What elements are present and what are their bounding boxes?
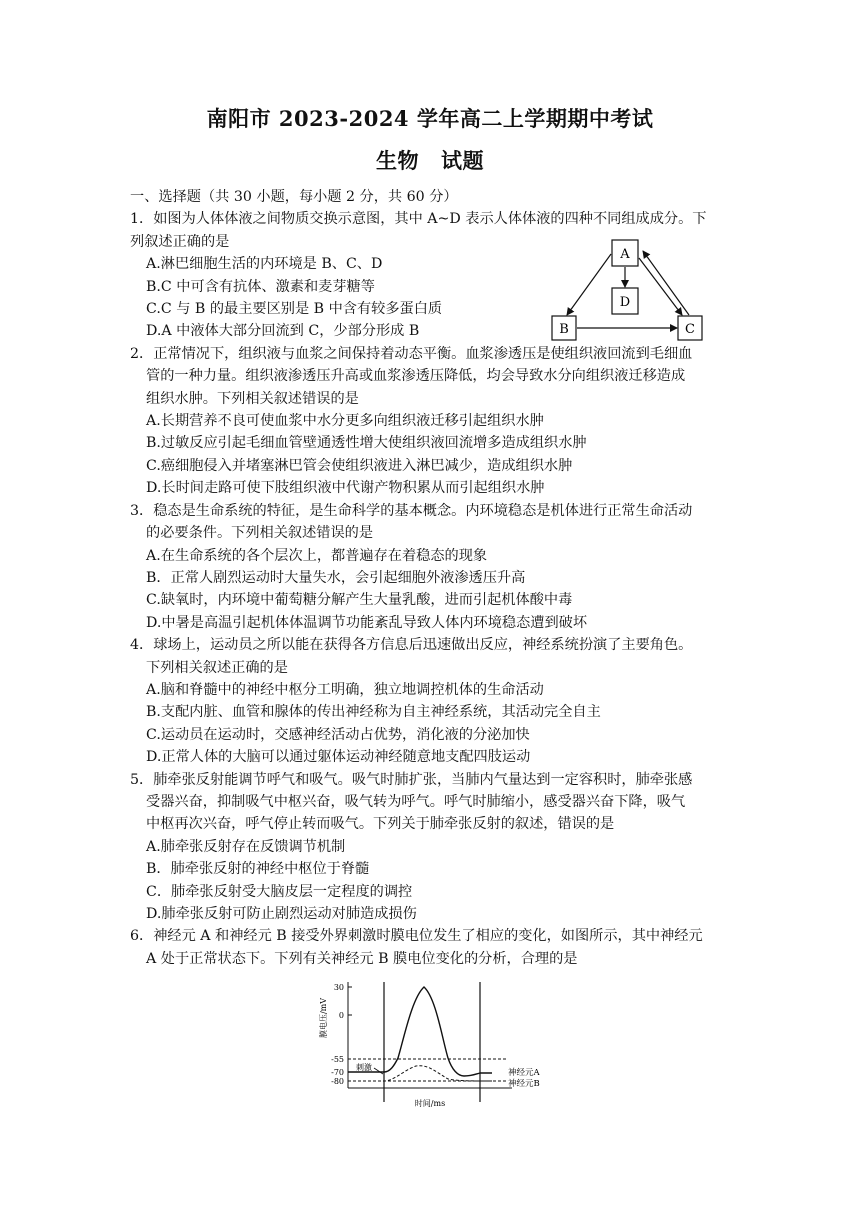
node-a-label: A xyxy=(620,247,630,262)
question-4-stem-line-2: 下列相关叙述正确的是 xyxy=(146,659,288,676)
body-fluid-diagram xyxy=(548,236,708,346)
ytick-minus-70: -70 xyxy=(331,1068,344,1077)
question-2-option-d: D.长时间走路可使下肢组织液中代谢产物积累从而引起组织水肿 xyxy=(146,480,545,497)
section-heading: 一、选择题（共 30 小题，每小题 2 分，共 60 分） xyxy=(130,189,458,205)
question-3-option-c: C.缺氧时，内环境中葡萄糖分解产生大量乳酸，进而引起机体酸中毒 xyxy=(146,592,573,609)
ytick-30: 30 xyxy=(333,983,344,992)
question-4-option-b: B.支配内脏、血管和腺体的传出神经称为自主神经系统，其活动完全自主 xyxy=(146,704,601,721)
graph-y-axis-label: 膜电压/mV xyxy=(319,997,328,1039)
ytick-minus-55: -55 xyxy=(331,1055,344,1064)
question-2-option-b: B.过敏反应引起毛细血管壁通透性增大使组织液回流增多造成组织水肿 xyxy=(146,435,587,452)
arrow-a-to-c xyxy=(639,258,682,315)
node-c-label: C xyxy=(685,322,695,337)
question-1-stem-line-1: 1．如图为人体体液之间物质交换示意图，其中 A~D 表示人体体液的四种不同组成成分。下 xyxy=(130,211,707,228)
question-5-option-b: B．肺牵张反射的神经中枢位于脊髓 xyxy=(146,861,370,878)
question-4-option-c: C.运动员在运动时，交感神经活动占优势，消化液的分泌加快 xyxy=(146,726,530,743)
question-1-option-a: A.淋巴细胞生活的内环境是 B、C、D xyxy=(146,256,383,273)
question-2-stem-line-3: 组织水肿。下列相关叙述错误的是 xyxy=(146,390,359,407)
question-3-option-d: D.中暑是高温引起机体体温调节功能紊乱导致人体内环境稳态遭到破坏 xyxy=(146,614,588,631)
graph-x-axis-label: 时间/ms xyxy=(414,1099,446,1108)
question-5-stem-line-1: 5．肺牵张反射能调节呼气和吸气。吸气时肺扩张，当肺内气量达到一定容积时，肺牵张感 xyxy=(130,771,693,788)
question-4-option-a: A.脑和脊髓中的神经中枢分工明确，独立地调控机体的生命活动 xyxy=(146,681,544,698)
question-3-option-b: B．正常人剧烈运动时大量失水，会引起细胞外液渗透压升高 xyxy=(146,569,526,586)
question-3-stem-line-1: 3．稳态是生命系统的特征，是生命科学的基本概念。内环境稳态是机体进行正常生命活动 xyxy=(130,502,693,519)
membrane-potential-graph xyxy=(312,978,552,1118)
question-4-stem-line-1: 4．球场上，运动员之所以能在获得各方信息后迅速做出反应，神经系统扮演了主要角色。 xyxy=(130,637,693,654)
question-5-option-c: C．肺牵张反射受大脑皮层一定程度的调控 xyxy=(146,883,413,900)
ytick-0: 0 xyxy=(338,1011,344,1020)
question-3-option-a: A.在生命系统的各个层次上，都普遍存在着稳态的现象 xyxy=(146,547,488,564)
question-6-stem-line-2: A 处于正常状态下。下列有关神经元 B 膜电位变化的分析，合理的是 xyxy=(146,950,578,967)
question-1-option-d: D.A 中液体大部分回流到 C，少部分形成 B xyxy=(146,323,420,340)
paper-type-label: 试题 xyxy=(441,148,484,173)
question-1-stem-line-2: 列叙述正确的是 xyxy=(130,233,230,250)
question-5-option-a: A.肺牵张反射存在反馈调节机制 xyxy=(146,838,346,855)
question-2-stem-line-2: 管的一种力量。组织液渗透压升高或血浆渗透压降低，均会导致水分向组织液迁移造成 xyxy=(146,368,686,385)
question-5-stem-line-3: 中枢再次兴奋，呼气停止转而吸气。下列关于肺牵张反射的叙述，错误的是 xyxy=(146,816,615,833)
legend-neuron-b: 神经元B xyxy=(508,1079,540,1089)
node-d-label: D xyxy=(619,295,631,310)
question-3-stem-line-2: 的必要条件。下列相关叙述错误的是 xyxy=(146,525,374,542)
stimulus-label: 刺激 xyxy=(356,1063,372,1072)
arrow-c-to-a xyxy=(643,251,689,315)
question-1-option-b: B.C 中可含有抗体、激素和麦芽糖等 xyxy=(146,278,375,295)
legend-neuron-a: 神经元A xyxy=(508,1068,540,1078)
subject-label: 生物 xyxy=(376,148,419,173)
node-b-label: B xyxy=(559,322,569,337)
question-2-option-c: C.癌细胞侵入并堵塞淋巴管会使组织液进入淋巴减少，造成组织水肿 xyxy=(146,457,573,474)
exam-subtitle xyxy=(0,150,860,172)
question-4-option-d: D.正常人体的大脑可以通过躯体运动神经随意地支配四肢运动 xyxy=(146,749,531,766)
question-1-option-c: C.C 与 B 的最主要区别是 B 中含有较多蛋白质 xyxy=(146,301,443,318)
ytick-minus-80: -80 xyxy=(331,1077,344,1086)
arrow-a-to-b xyxy=(567,254,611,315)
stimulus-arrow xyxy=(374,1068,383,1074)
question-2-option-a: A.长期营养不良可使血浆中水分更多向组织液迁移引起组织水肿 xyxy=(146,413,544,430)
question-5-option-d: D.肺牵张反射可防止剧烈运动对肺造成损伤 xyxy=(146,906,417,922)
question-5-stem-line-2: 受器兴奋，抑制吸气中枢兴奋，吸气转为呼气。呼气时肺缩小，感受器兴奋下降，吸气 xyxy=(146,793,686,810)
question-6-stem-line-1: 6．神经元 A 和神经元 B 接受外界刺激时膜电位发生了相应的变化，如图所示，其中神经元 xyxy=(130,928,703,945)
question-2-stem-line-1: 2．正常情况下，组织液与血浆之间保持着动态平衡。血浆渗透压是使组织液回流到毛细血 xyxy=(130,345,693,362)
exam-title: 南阳市 2023-2024 学年高二上学期期中考试 xyxy=(206,106,654,131)
